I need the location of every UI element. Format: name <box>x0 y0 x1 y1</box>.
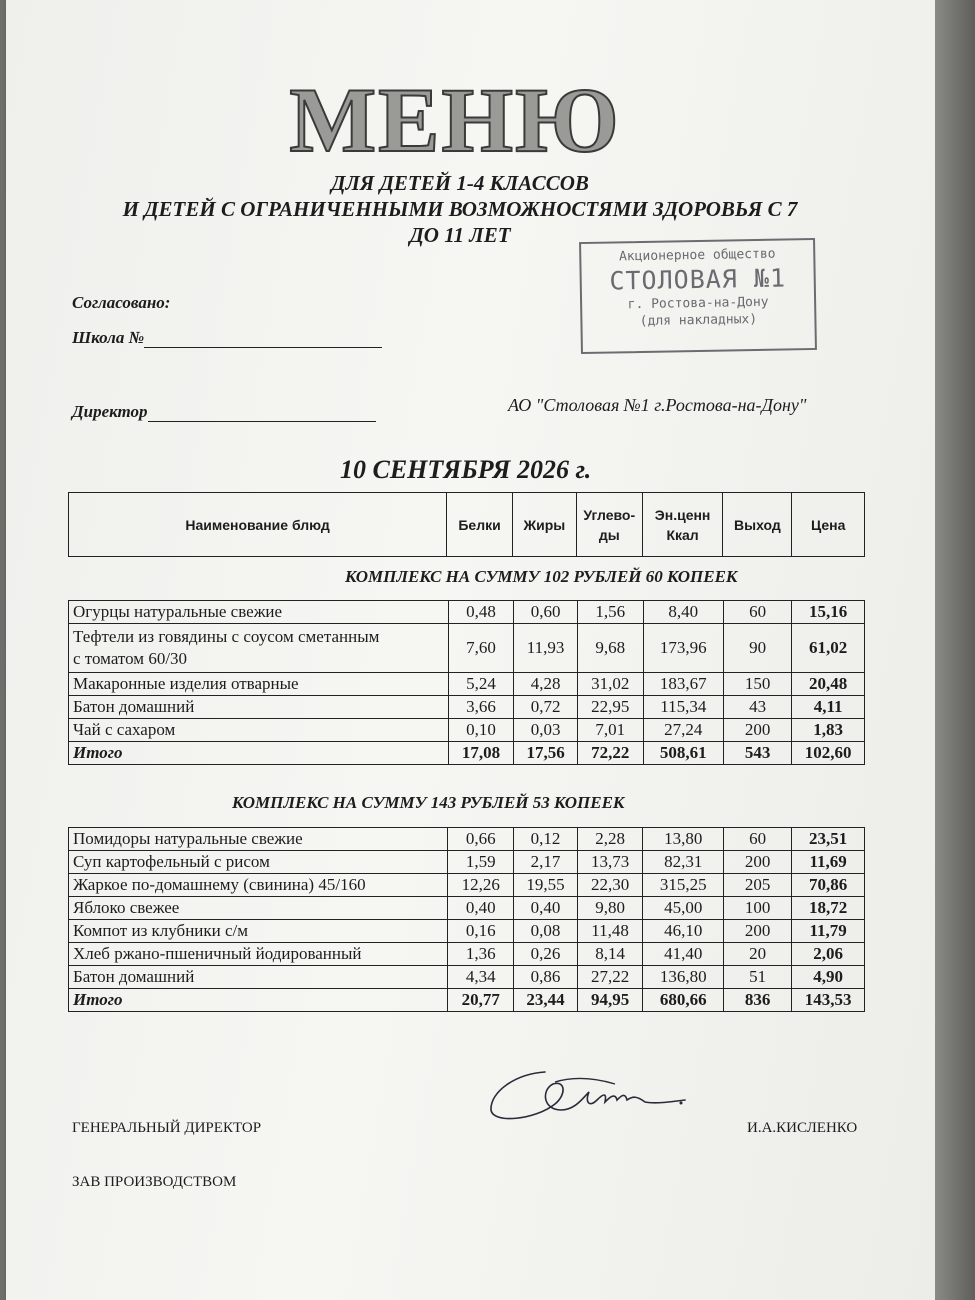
dish-name: Компот из клубники с/м <box>69 920 448 943</box>
carbs: 9,80 <box>577 897 643 920</box>
carbs: 1,56 <box>577 601 643 624</box>
subtitle-line-3: ДО 11 ЛЕТ <box>409 223 511 247</box>
total-energy: 680,66 <box>643 989 724 1012</box>
complex-1-title: КОМПЛЕКС НА СУММУ 102 РУБЛЕЙ 60 КОПЕЕК <box>345 567 738 586</box>
output: 200 <box>724 719 792 742</box>
school-label: Школа № <box>72 328 145 347</box>
header-carbs: Углево- ды <box>576 493 642 557</box>
carbs: 22,30 <box>577 874 643 897</box>
stamp-line-1: Акционерное общество <box>618 246 776 265</box>
header-price: Цена <box>792 493 865 557</box>
carbs: 22,95 <box>577 696 643 719</box>
price: 4,90 <box>792 966 865 989</box>
carbs: 2,28 <box>577 828 643 851</box>
total-price: 102,60 <box>792 742 865 765</box>
fats: 0,03 <box>514 719 578 742</box>
carbs: 9,68 <box>577 624 643 673</box>
production-head-label: ЗАВ ПРОИЗВОДСТВОМ <box>72 1174 237 1190</box>
output: 60 <box>723 828 791 851</box>
header-proteins: Белки <box>447 493 513 557</box>
total-energy: 508,61 <box>643 742 723 765</box>
energy: 27,24 <box>643 719 723 742</box>
energy: 45,00 <box>643 897 724 920</box>
price: 18,72 <box>792 897 865 920</box>
dish-name: Хлеб ржано-пшеничный йодированный <box>69 943 448 966</box>
dish-name: Тефтели из говядины с соусом сметанным с томатом 60/30 <box>69 624 449 673</box>
total-label: Итого <box>69 742 449 765</box>
proteins: 4,34 <box>448 966 514 989</box>
output: 20 <box>723 943 791 966</box>
fats: 0,40 <box>514 897 578 920</box>
dish-name: Суп картофельный с рисом <box>69 851 448 874</box>
table-row <box>69 897 865 920</box>
total-label: Итого <box>69 989 448 1012</box>
fats: 0,08 <box>514 920 578 943</box>
total-proteins: 17,08 <box>448 742 514 765</box>
proteins: 5,24 <box>448 673 514 696</box>
price: 61,02 <box>792 624 865 673</box>
price: 11,69 <box>792 851 865 874</box>
proteins: 0,16 <box>448 920 514 943</box>
fats: 11,93 <box>514 624 578 673</box>
energy: 115,34 <box>643 696 723 719</box>
price: 70,86 <box>792 874 865 897</box>
menu-date: 10 СЕНТЯБРЯ 2026 г. <box>340 455 592 484</box>
energy: 136,80 <box>643 966 724 989</box>
background <box>935 0 975 1300</box>
energy: 13,80 <box>643 828 724 851</box>
table-row <box>69 696 865 719</box>
menu-title: МЕНЮ <box>289 69 621 171</box>
stamp-line-2: СТОЛОВАЯ №1 <box>609 263 787 296</box>
price: 23,51 <box>792 828 865 851</box>
proteins: 3,66 <box>448 696 514 719</box>
complex-1-table <box>68 600 865 765</box>
table-row <box>69 719 865 742</box>
output: 100 <box>723 897 791 920</box>
total-fats: 23,44 <box>514 989 578 1012</box>
carbs: 31,02 <box>577 673 643 696</box>
total-carbs: 94,95 <box>577 989 643 1012</box>
table-row <box>69 874 865 897</box>
general-director-label: ГЕНЕРАЛЬНЫЙ ДИРЕКТОР <box>72 1120 262 1136</box>
table-row <box>69 828 865 851</box>
company-stamp <box>579 238 817 354</box>
fats: 0,72 <box>514 696 578 719</box>
carbs: 7,01 <box>577 719 643 742</box>
price: 11,79 <box>792 920 865 943</box>
price: 2,06 <box>792 943 865 966</box>
output: 60 <box>724 601 792 624</box>
proteins: 0,48 <box>448 601 514 624</box>
carbs: 13,73 <box>577 851 643 874</box>
header-name: Наименование блюд <box>69 493 447 557</box>
price: 1,83 <box>792 719 865 742</box>
proteins: 0,66 <box>448 828 514 851</box>
table-row <box>69 673 865 696</box>
total-carbs: 72,22 <box>577 742 643 765</box>
dish-name: Помидоры натуральные свежие <box>69 828 448 851</box>
total-output: 543 <box>724 742 792 765</box>
fats: 19,55 <box>514 874 578 897</box>
proteins: 12,26 <box>448 874 514 897</box>
total-price: 143,53 <box>792 989 865 1012</box>
energy: 46,10 <box>643 920 724 943</box>
energy: 82,31 <box>643 851 724 874</box>
menu-table-header <box>68 492 865 557</box>
header-fats: Жиры <box>512 493 576 557</box>
output: 200 <box>723 920 791 943</box>
price: 4,11 <box>792 696 865 719</box>
energy: 173,96 <box>643 624 723 673</box>
total-fats: 17,56 <box>514 742 578 765</box>
director-underline <box>148 401 376 422</box>
price: 15,16 <box>792 601 865 624</box>
organization-name: АО "Столовая №1 г.Ростова-на-Дону" <box>508 395 807 415</box>
table-row <box>69 601 865 624</box>
subtitle-line-2: И ДЕТЕЙ С ОГРАНИЧЕННЫМИ ВОЗМОЖНОСТЯМИ ЗДОРОВЬЯ С 7 <box>122 197 798 221</box>
school-underline <box>144 327 382 348</box>
energy: 8,40 <box>643 601 723 624</box>
menu-subtitle <box>60 170 860 248</box>
dish-name: Макаронные изделия отварные <box>69 673 449 696</box>
director-name: И.А.КИСЛЕНКО <box>747 1120 858 1136</box>
energy: 41,40 <box>643 943 724 966</box>
dish-name: Огурцы натуральные свежие <box>69 601 449 624</box>
complex-2-table <box>68 827 865 1012</box>
proteins: 7,60 <box>448 624 514 673</box>
proteins: 0,10 <box>448 719 514 742</box>
proteins: 1,59 <box>448 851 514 874</box>
director-label: Директор <box>72 402 148 421</box>
energy: 183,67 <box>643 673 723 696</box>
energy: 315,25 <box>643 874 724 897</box>
dish-name: Чай с сахаром <box>69 719 449 742</box>
total-row <box>69 989 865 1012</box>
table-row <box>69 966 865 989</box>
header-output: Выход <box>723 493 792 557</box>
fats: 4,28 <box>514 673 578 696</box>
price: 20,48 <box>792 673 865 696</box>
output: 90 <box>724 624 792 673</box>
carbs: 11,48 <box>577 920 643 943</box>
fats: 0,26 <box>514 943 578 966</box>
director-field <box>72 401 376 422</box>
output: 200 <box>723 851 791 874</box>
output: 150 <box>724 673 792 696</box>
stamp-line-3: г. Ростова-на-Дону <box>627 294 769 313</box>
fats: 0,86 <box>514 966 578 989</box>
output: 43 <box>724 696 792 719</box>
fats: 2,17 <box>514 851 578 874</box>
carbs: 27,22 <box>577 966 643 989</box>
fats: 0,12 <box>514 828 578 851</box>
table-row <box>69 920 865 943</box>
header-energy: Эн.ценн Ккал <box>642 493 723 557</box>
stamp-line-4: (для накладных) <box>639 311 758 330</box>
table-row <box>69 624 865 673</box>
dish-name: Яблоко свежее <box>69 897 448 920</box>
total-output: 836 <box>723 989 791 1012</box>
total-proteins: 20,77 <box>448 989 514 1012</box>
dish-name: Батон домашний <box>69 966 448 989</box>
output: 51 <box>723 966 791 989</box>
subtitle-line-1: ДЛЯ ДЕТЕЙ 1-4 КЛАССОВ <box>331 171 589 195</box>
agreed-label: Согласовано: <box>72 293 171 312</box>
total-row <box>69 742 865 765</box>
table-row <box>69 851 865 874</box>
proteins: 1,36 <box>448 943 514 966</box>
signature <box>485 1062 700 1130</box>
complex-2-title: КОМПЛЕКС НА СУММУ 143 РУБЛЕЙ 53 КОПЕЕК <box>232 793 625 812</box>
proteins: 0,40 <box>448 897 514 920</box>
carbs: 8,14 <box>577 943 643 966</box>
fats: 0,60 <box>514 601 578 624</box>
dish-name: Жаркое по-домашнему (свинина) 45/160 <box>69 874 448 897</box>
output: 205 <box>723 874 791 897</box>
table-row <box>69 943 865 966</box>
school-field <box>72 327 382 348</box>
dish-name: Батон домашний <box>69 696 449 719</box>
